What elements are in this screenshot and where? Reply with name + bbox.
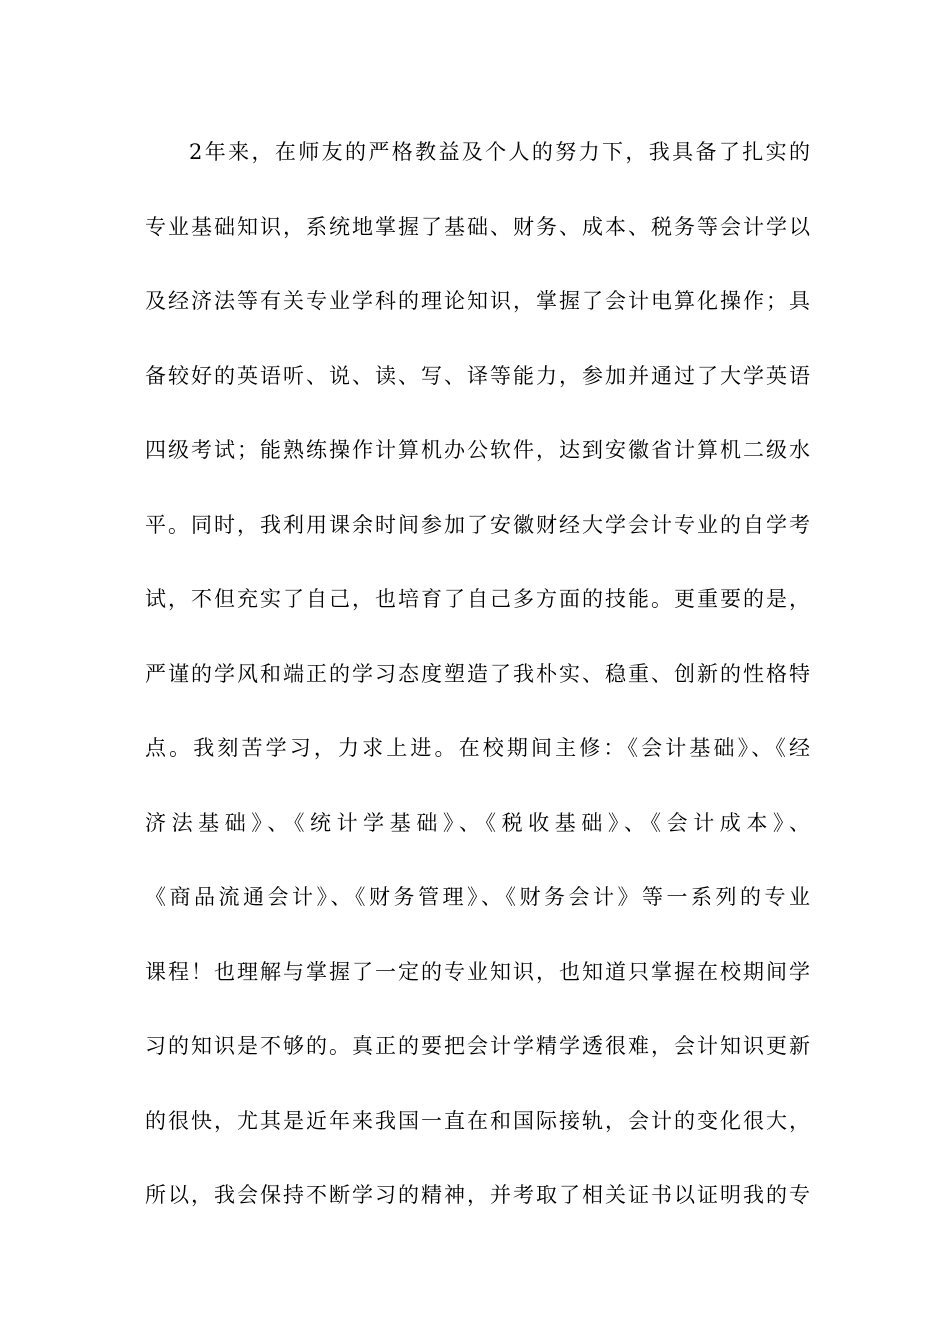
paragraph-line: 严谨的学风和端正的学习态度塑造了我朴实、稳重、创新的性格特 xyxy=(145,661,810,686)
paragraph-line: 济法基础》、《统计学基础》、《税收基础》、《会计成本》、 xyxy=(145,810,810,835)
paragraph-line: 及经济法等有关专业学科的理论知识，掌握了会计电算化操作；具 xyxy=(145,289,810,313)
paragraph-line: 专业基础知识，系统地掌握了基础、财务、成本、税务等会计学以 xyxy=(145,214,810,239)
paragraph-line: 2年来，在师友的严格教益及个人的努力下，我具备了扎实的 xyxy=(189,140,810,164)
paragraph-line: 四级考试；能熟练操作计算机办公软件，达到安徽省计算机二级水 xyxy=(145,438,810,462)
paragraph-line: 的很快，尤其是近年来我国一直在和国际接轨，会计的变化很大， xyxy=(145,1108,810,1133)
paragraph-line: 习的知识是不够的。真正的要把会计学精学透很难，会计知识更新 xyxy=(145,1034,810,1058)
paragraph-line: 所以，我会保持不断学习的精神，并考取了相关证书以证明我的专 xyxy=(145,1183,810,1207)
paragraph-line: 平。同时，我利用课余时间参加了安徽财经大学会计专业的自学考 xyxy=(145,512,810,537)
paragraph-line: 课程！也理解与掌握了一定的专业知识，也知道只掌握在校期间学 xyxy=(145,959,810,984)
paragraph-line: 备较好的英语听、说、读、写、译等能力，参加并通过了大学英语 xyxy=(145,363,810,388)
paragraph-line: 点。我刻苦学习，力求上进。在校期间主修：《会计基础》、《经 xyxy=(145,736,810,760)
body-paragraph xyxy=(145,132,810,1250)
paragraph-line: 《商品流通会计》、《财务管理》、《财务会计》等一系列的专业 xyxy=(145,885,810,909)
paragraph-line: 试，不但充实了自己，也培育了自己多方面的技能。更重要的是， xyxy=(145,587,810,611)
